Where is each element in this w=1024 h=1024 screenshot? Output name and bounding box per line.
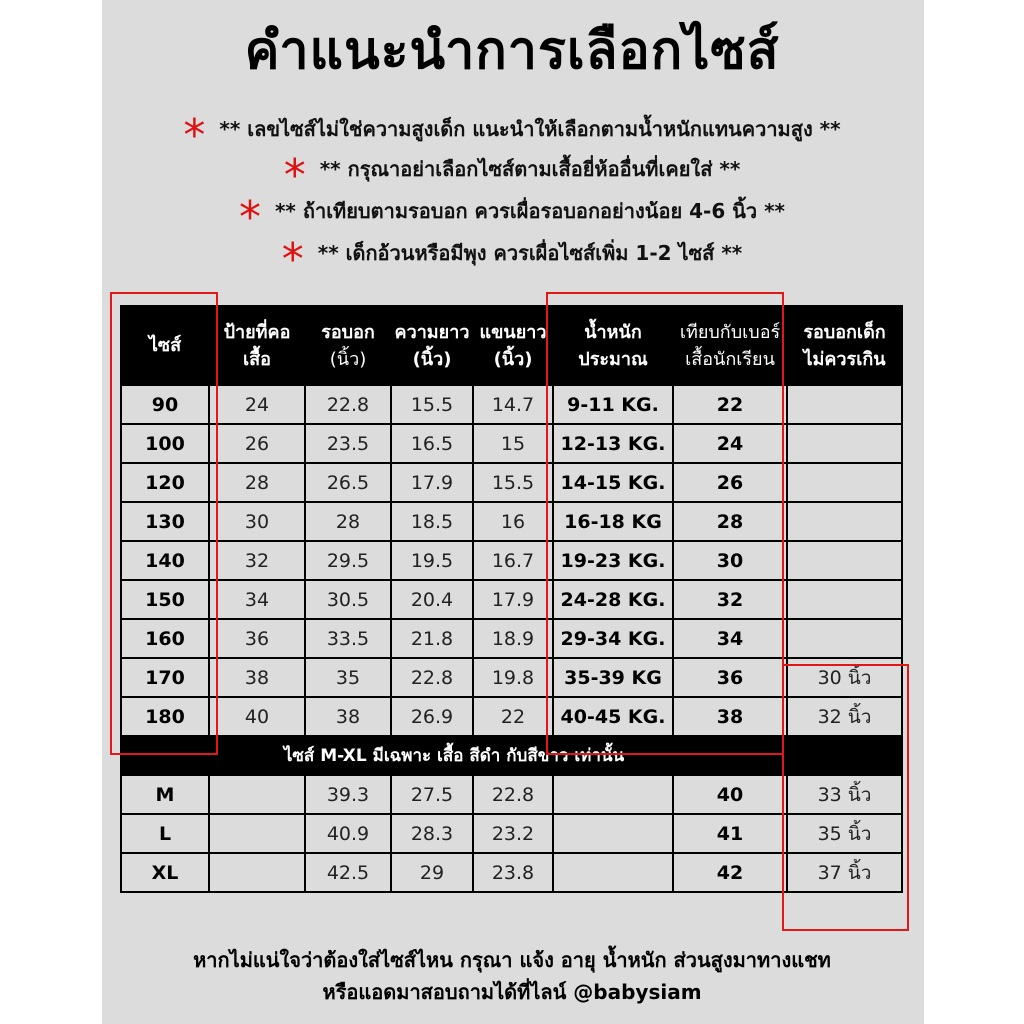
table-cell: 23.8 <box>473 853 553 892</box>
table-cell: 40 <box>673 775 787 814</box>
table-cell: 30 <box>673 541 787 580</box>
page-title: คำแนะนำการเลือกไซส์ <box>244 21 780 81</box>
table-cell: 23.2 <box>473 814 553 853</box>
table-row <box>121 853 902 892</box>
table-cell: 15 <box>473 424 553 463</box>
table-cell: 16 <box>473 502 553 541</box>
table-cell <box>787 580 902 619</box>
note-text: ** เด็กอ้วนหรือมีพุง ควรเผื่อไซส์เพิ่ม 1-2 ไซส์ ** <box>317 241 743 265</box>
header-neck-label: ป้ายที่คอ เสื้อ <box>209 306 305 385</box>
table-cell: 32 <box>673 580 787 619</box>
table-cell: 24 <box>209 385 305 424</box>
table-cell: 40-45 KG. <box>553 697 673 736</box>
header-max-chest: รอบอกเด็ก ไม่ควรเกิน <box>787 306 902 385</box>
table-cell: 22.8 <box>391 658 473 697</box>
table-cell: 34 <box>673 619 787 658</box>
table-cell: 42.5 <box>305 853 391 892</box>
table-row <box>121 580 902 619</box>
table-cell: 24 <box>673 424 787 463</box>
table-cell <box>553 775 673 814</box>
table-cell: 23.5 <box>305 424 391 463</box>
table-cell: 33.5 <box>305 619 391 658</box>
table-cell: 29-34 KG. <box>553 619 673 658</box>
table-cell: 140 <box>121 541 209 580</box>
table-cell <box>787 502 902 541</box>
header-weight: น้ำหนัก ประมาณ <box>553 306 673 385</box>
table-cell: 24-28 KG. <box>553 580 673 619</box>
table-cell <box>553 814 673 853</box>
table-cell: 12-13 KG. <box>553 424 673 463</box>
note-text: ** เลขไซส์ไม่ใช่ความสูงเด็ก แนะนำให้เลือกตามน้ำหนักแทนความสูง ** <box>219 117 841 141</box>
table-cell: 26 <box>673 463 787 502</box>
table-cell: 17.9 <box>473 580 553 619</box>
table-cell: 37 นิ้ว <box>787 853 902 892</box>
note-size-up <box>0 234 1024 285</box>
table-cell: 36 <box>673 658 787 697</box>
header-sleeve: แขนยาว (นิ้ว) <box>473 306 553 385</box>
table-cell: 41 <box>673 814 787 853</box>
table-row <box>121 697 902 736</box>
table-cell: 19.8 <box>473 658 553 697</box>
table-cell: 28 <box>305 502 391 541</box>
table-cell <box>787 619 902 658</box>
table-cell: 35 <box>305 658 391 697</box>
table-cell: 22 <box>673 385 787 424</box>
table-cell: 33 นิ้ว <box>787 775 902 814</box>
table-cell: L <box>121 814 209 853</box>
table-cell: 30.5 <box>305 580 391 619</box>
table-cell: 22 <box>473 697 553 736</box>
note-text: ** ถ้าเทียบตามรอบอก ควรเผื่อรอบอกอย่างน้อย 4-6 นิ้ว ** <box>274 199 786 223</box>
table-cell: 15.5 <box>391 385 473 424</box>
table-cell: 15.5 <box>473 463 553 502</box>
table-row <box>121 775 902 814</box>
table-cell: 30 นิ้ว <box>787 658 902 697</box>
table-cell: 14-15 KG. <box>553 463 673 502</box>
footer-line-1: หากไม่แน่ใจว่าต้องใส่ไซส์ไหน กรุณา แจ้ง อายุ น้ำหนัก ส่วนสูงมาทางแชท <box>193 948 831 972</box>
table-cell: 150 <box>121 580 209 619</box>
table-cell: 32 <box>209 541 305 580</box>
table-cell: 28.3 <box>391 814 473 853</box>
header-length: ความยาว (นิ้ว) <box>391 306 473 385</box>
table-cell: 21.8 <box>391 619 473 658</box>
note-text: ** กรุณาอย่าเลือกไซส์ตามเสื้อยี่ห้ออื่นที่เคยใส่ ** <box>319 157 741 181</box>
table-cell <box>787 463 902 502</box>
header-chest: รอบอก (นิ้ว) <box>305 306 391 385</box>
header-school-size: เทียบกับเบอร์ เสื้อนักเรียน <box>673 306 787 385</box>
table-cell: 40.9 <box>305 814 391 853</box>
table-cell: 38 <box>305 697 391 736</box>
table-cell <box>787 424 902 463</box>
adult-size-banner: ไซส์ M-XL มีเฉพาะ เสื้อ สีดำ กับสีขาว เท่านั้น <box>121 736 787 775</box>
table-cell: 9-11 KG. <box>553 385 673 424</box>
adult-size-banner-row <box>121 736 902 775</box>
table-row <box>121 463 902 502</box>
table-cell: 16.7 <box>473 541 553 580</box>
table-cell: 29 <box>391 853 473 892</box>
table-cell: 18.5 <box>391 502 473 541</box>
table-cell: 100 <box>121 424 209 463</box>
table-cell: 14.7 <box>473 385 553 424</box>
table-cell: 18.9 <box>473 619 553 658</box>
asterisk-icon: * <box>281 234 304 285</box>
table-cell: 35-39 KG <box>553 658 673 697</box>
table-cell: 16-18 KG <box>553 502 673 541</box>
table-row <box>121 814 902 853</box>
table-cell: 130 <box>121 502 209 541</box>
table-cell: 39.3 <box>305 775 391 814</box>
table-cell: 90 <box>121 385 209 424</box>
table-row <box>121 619 902 658</box>
table-row <box>121 502 902 541</box>
table-cell: 26.9 <box>391 697 473 736</box>
table-cell: M <box>121 775 209 814</box>
table-cell: 26.5 <box>305 463 391 502</box>
table-cell: 180 <box>121 697 209 736</box>
table-cell: 40 <box>209 697 305 736</box>
table-cell: 36 <box>209 619 305 658</box>
table-cell: 17.9 <box>391 463 473 502</box>
footer-line-2: หรือแอดมาสอบถามได้ที่ไลน์ @babysiam <box>322 980 702 1004</box>
table-cell: 22.8 <box>305 385 391 424</box>
table-cell: 42 <box>673 853 787 892</box>
table-cell: XL <box>121 853 209 892</box>
asterisk-icon: * <box>183 110 206 161</box>
banner-empty-cell <box>787 736 902 775</box>
table-cell: 16.5 <box>391 424 473 463</box>
table-cell: 120 <box>121 463 209 502</box>
size-chart-table <box>120 305 903 893</box>
table-cell <box>209 775 305 814</box>
table-cell: 32 นิ้ว <box>787 697 902 736</box>
table-cell: 28 <box>209 463 305 502</box>
table-cell: 28 <box>673 502 787 541</box>
table-cell <box>787 385 902 424</box>
table-header-row <box>121 306 902 385</box>
table-cell: 19.5 <box>391 541 473 580</box>
asterisk-icon: * <box>283 150 306 201</box>
table-row <box>121 385 902 424</box>
table-cell <box>787 541 902 580</box>
table-cell <box>209 853 305 892</box>
table-cell: 20.4 <box>391 580 473 619</box>
table-cell: 38 <box>673 697 787 736</box>
table-cell: 22.8 <box>473 775 553 814</box>
table-cell <box>209 814 305 853</box>
table-cell <box>553 853 673 892</box>
table-row <box>121 424 902 463</box>
table-cell: 26 <box>209 424 305 463</box>
table-cell: 30 <box>209 502 305 541</box>
table-cell: 29.5 <box>305 541 391 580</box>
table-cell: 170 <box>121 658 209 697</box>
table-cell: 27.5 <box>391 775 473 814</box>
table-cell: 160 <box>121 619 209 658</box>
table-cell: 38 <box>209 658 305 697</box>
table-row <box>121 541 902 580</box>
table-row <box>121 658 902 697</box>
table-cell: 35 นิ้ว <box>787 814 902 853</box>
table-cell: 19-23 KG. <box>553 541 673 580</box>
header-size: ไซส์ <box>121 306 209 385</box>
table-cell: 34 <box>209 580 305 619</box>
asterisk-icon: * <box>238 192 261 243</box>
